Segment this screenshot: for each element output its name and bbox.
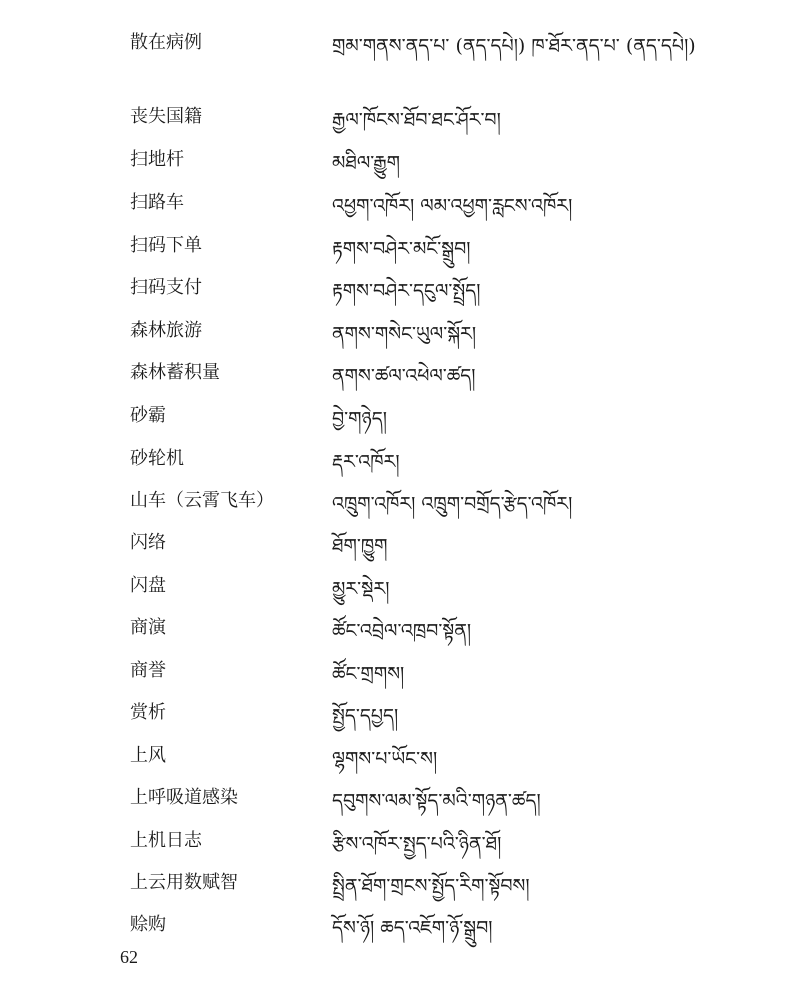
chinese-term: 森林旅游 <box>130 320 202 341</box>
chinese-term: 扫码下单 <box>130 235 202 256</box>
chinese-term: 扫地杆 <box>130 149 184 170</box>
tibetan-translation: འཁྲུག་འཁོར། འཁྲུག་བགྲོད་རྩེད་འཁོར། <box>332 493 573 515</box>
tibetan-translation: མྱུར་སྡེར། <box>332 578 390 600</box>
chinese-term: 上呼吸道感染 <box>130 787 238 808</box>
tibetan-translation: དབུགས་ལམ་སྟོད་མའི་གཉན་ཚད། <box>332 790 541 812</box>
tibetan-translation: ཚོང་འབྲེལ་འཁྲབ་སྟོན། <box>332 620 472 642</box>
tibetan-translation: མཐིལ་རྒྱུག <box>332 152 401 174</box>
chinese-term: 砂霸 <box>130 405 166 426</box>
chinese-term: 散在病例 <box>130 32 202 53</box>
tibetan-translation: ལྷགས་པ་ཡོང་ས། <box>332 748 438 770</box>
tibetan-translation: ཚོང་གྲགས། <box>332 663 405 685</box>
chinese-term: 山车（云霄飞车） <box>130 490 274 511</box>
tibetan-translation: ཐོག་ཁྱུག <box>332 535 388 557</box>
chinese-term: 上云用数赋智 <box>130 872 238 893</box>
chinese-term: 商演 <box>130 617 166 638</box>
tibetan-translation: རྟགས་བཤེར་དངུལ་སྤྲོད། <box>332 280 481 302</box>
tibetan-translation: རྒྱལ་ཁོངས་ཐོབ་ཐང་ཤོར་བ། <box>332 109 501 131</box>
chinese-term: 森林蓄积量 <box>130 362 220 383</box>
chinese-term: 上风 <box>130 745 166 766</box>
chinese-term: 丧失国籍 <box>130 106 202 127</box>
chinese-term: 闪盘 <box>130 575 166 596</box>
tibetan-translation: རྟགས་བཤེར་མངོ་སྒྲུབ། <box>332 238 471 260</box>
tibetan-translation: རྡར་འཁོར། <box>332 451 400 473</box>
tibetan-translation: ནགས་ཚལ་འཕེལ་ཚད། <box>332 365 476 387</box>
chinese-term: 上机日志 <box>130 830 202 851</box>
tibetan-translation: གྲམ་གནས་ནད་པ་ (ནད་དཔེ།) ཁ་ཐོར་ནད་པ་ (ནད་དཔེ།) <box>332 35 696 57</box>
tibetan-translation: འཕྱག་འཁོར། ལམ་འཕྱག་རླངས་འཁོར། <box>332 195 573 217</box>
page-number: 62 <box>120 947 138 967</box>
chinese-term: 砂轮机 <box>130 448 184 469</box>
tibetan-translation: སྤྱོད་དཔྱད། <box>332 705 399 727</box>
chinese-term: 扫路车 <box>130 192 184 213</box>
chinese-term: 赏析 <box>130 702 166 723</box>
tibetan-translation: སྤྲིན་ཐོག་གྲངས་སྤྱོད་རིག་སྟོབས། <box>332 875 530 897</box>
chinese-term: 扫码支付 <box>130 277 202 298</box>
chinese-term: 赊购 <box>130 914 166 935</box>
tibetan-translation: རྩིས་འཁོར་སྤྱད་པའི་ཉིན་ཐོ། <box>332 833 502 855</box>
tibetan-translation: དོས་ཉོ། ཆད་འཇོག་ཉོ་སྒྲུབ། <box>332 917 493 939</box>
tibetan-translation: ནགས་གསེང་ཡུལ་སྐོར། <box>332 323 477 345</box>
tibetan-translation: བྱེ་གཉེད། <box>332 408 387 430</box>
chinese-term: 商誉 <box>130 660 166 681</box>
chinese-term: 闪络 <box>130 532 166 553</box>
